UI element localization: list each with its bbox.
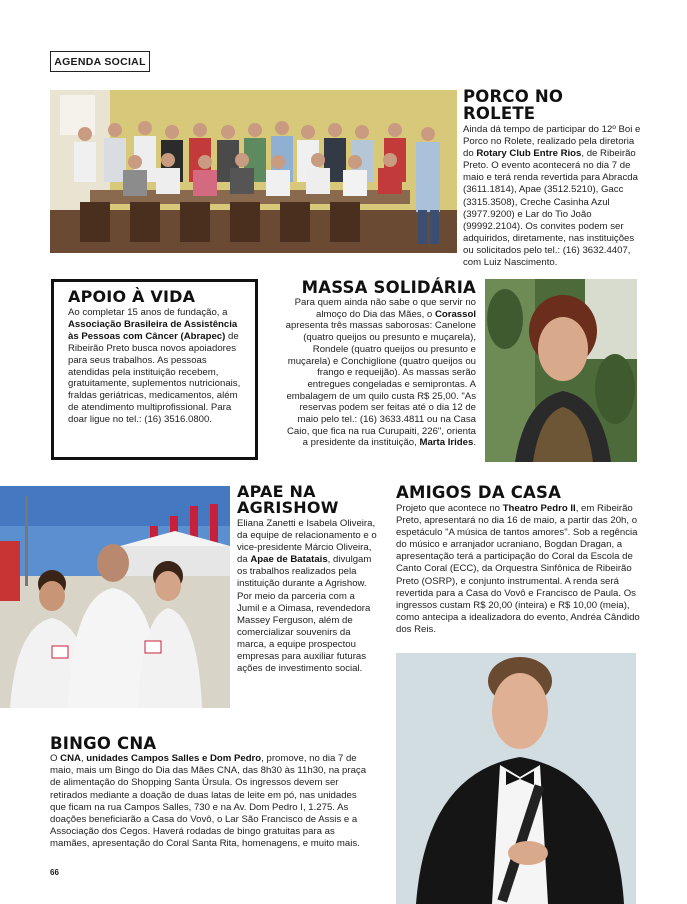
rotary-group-photo [50,90,457,253]
article-body-porco: Ainda dá tempo de participar do 12º Boi e Porco no Rolete, realizado pela diretoria do Rotary Club Entre Rios, de Ribeirão Preto. O evento acontecerá no dia 7 de maio e terá renda revertida para Abracda (3611.1814), Apae (3512.5210), Gacc (3315.3508), Creche Casinha Azul (3977.9200) e Lar do Tio João (99992.2104). Os convites podem ser adquiridos, diretamente, nas instituições ou solicitados pelo tel.: (16) 3632.4407, com Luiz Nascimento. [463,124,641,269]
article-body-amigos: Projeto que acontece no Theatro Pedro II, em Ribeirão Preto, apresentará no dia 16 de maio, a partir das 20h, o espetáculo "A música de tantos amores". Sob a regência do músico e arranjador ucraniano, Bogdan Dragan, a apresentação terá a participação do Coral da Escola de Canto Coral (ECC), da Orquestra Sinfônica de Ribeirão Preto (OSRP), e conjunto instrumental. A renda será revertida para a Casa do Vovô e Francisco de Paula. Os ingressos custam R$ 20,00 (inteira) e R$ 10,00 (meia), como antecipa a idealizadora do evento, Andréa Cândido dos Reis. [396,503,640,635]
page-number: 66 [50,868,59,877]
maestro-portrait-photo [396,653,636,904]
corassol-president-photo [485,279,637,462]
article-box-apoio [51,279,258,460]
article-body-apoio: Ao completar 15 anos de fundação, a Associação Brasileira de Assistência às Pessoas com Câncer (Abrapec) de Ribeirão Preto busca novos apoiadores para seus trabalhos. As pessoas atendidas pela instituição recebem, gratuitamente, suplementos nutricionais, fraldas geriátricas, medicamentos, além de atendimento multiprofissional. Para doar ligue no tel.: (16) 3516.0800. [68,307,241,426]
article-title-apoio: APOIO À VIDA [68,287,196,306]
article-title-massa: MASSA SOLIDÁRIA [301,278,476,297]
agrishow-event-photo [0,486,230,708]
article-title-porco: PORCO NO ROLETE [463,87,564,123]
section-tag: AGENDA SOCIAL [50,51,150,72]
article-title-bingo: BINGO CNA [50,734,157,753]
article-body-massa: Para quem ainda não sabe o que servir no almoço do Dia das Mães, o Corassol apresenta três massas saborosas: Canelone (quatro queijos ou presunto e muçarela), Rondele (quatro queijos ou presunto e muçarela) e Conchiglione (quatro queijos ou frango e requeijão). As massas serão entregues congeladas e semiprontas. A embalagem de um quilo custa R$ 25,00. "As reservas podem ser feitas até o dia 12 de maio pelo tel.: (16) 3633.4811 ou na Casa Caio, que fica na rua Curupaiti, 226", orienta a presidente da instituição, Marta Irides. [285,297,476,449]
article-title-apae: APAE NA AGRISHOW [237,482,339,517]
article-body-apae: Eliana Zanetti e Isabela Oliveira, da equipe de relacionamento e o vice-presidente Márcio Oliveira, da Apae de Batatais, divulgam os trabalhos realizados pela instituição durante a Agrishow. Por meio da parceria com a Jumil e a Oimasa, revendedora Massey Ferguson, além de comercializar souvenirs da marca, a equipe prospectou empresas para auxiliar futuras ações de investimento social. [237,518,377,675]
article-body-bingo: O CNA, unidades Campos Salles e Dom Pedro, promove, no dia 7 de maio, mais um Bingo do Dia das Mães CNA, das 8h30 às 11h30, na praça de alimentação do Shopping Santa Úrsula. Os ingressos devem ser retirados mediante a doação de duas latas de leite em pó, nas unidades que ficam na rua Campos Salles, 730 e na Av. Dom Pedro I, 1.275. As doações beneficiarão a Casa do Vovô, o Lar São Francisco de Assis e a Associação dos Cegos. Haverá rodadas de bingo gratuitas para as mamães, apresentação do Coral Santa Rita, homenagens, e muito mais. [50,753,367,850]
article-title-amigos: AMIGOS DA CASA [396,483,562,502]
